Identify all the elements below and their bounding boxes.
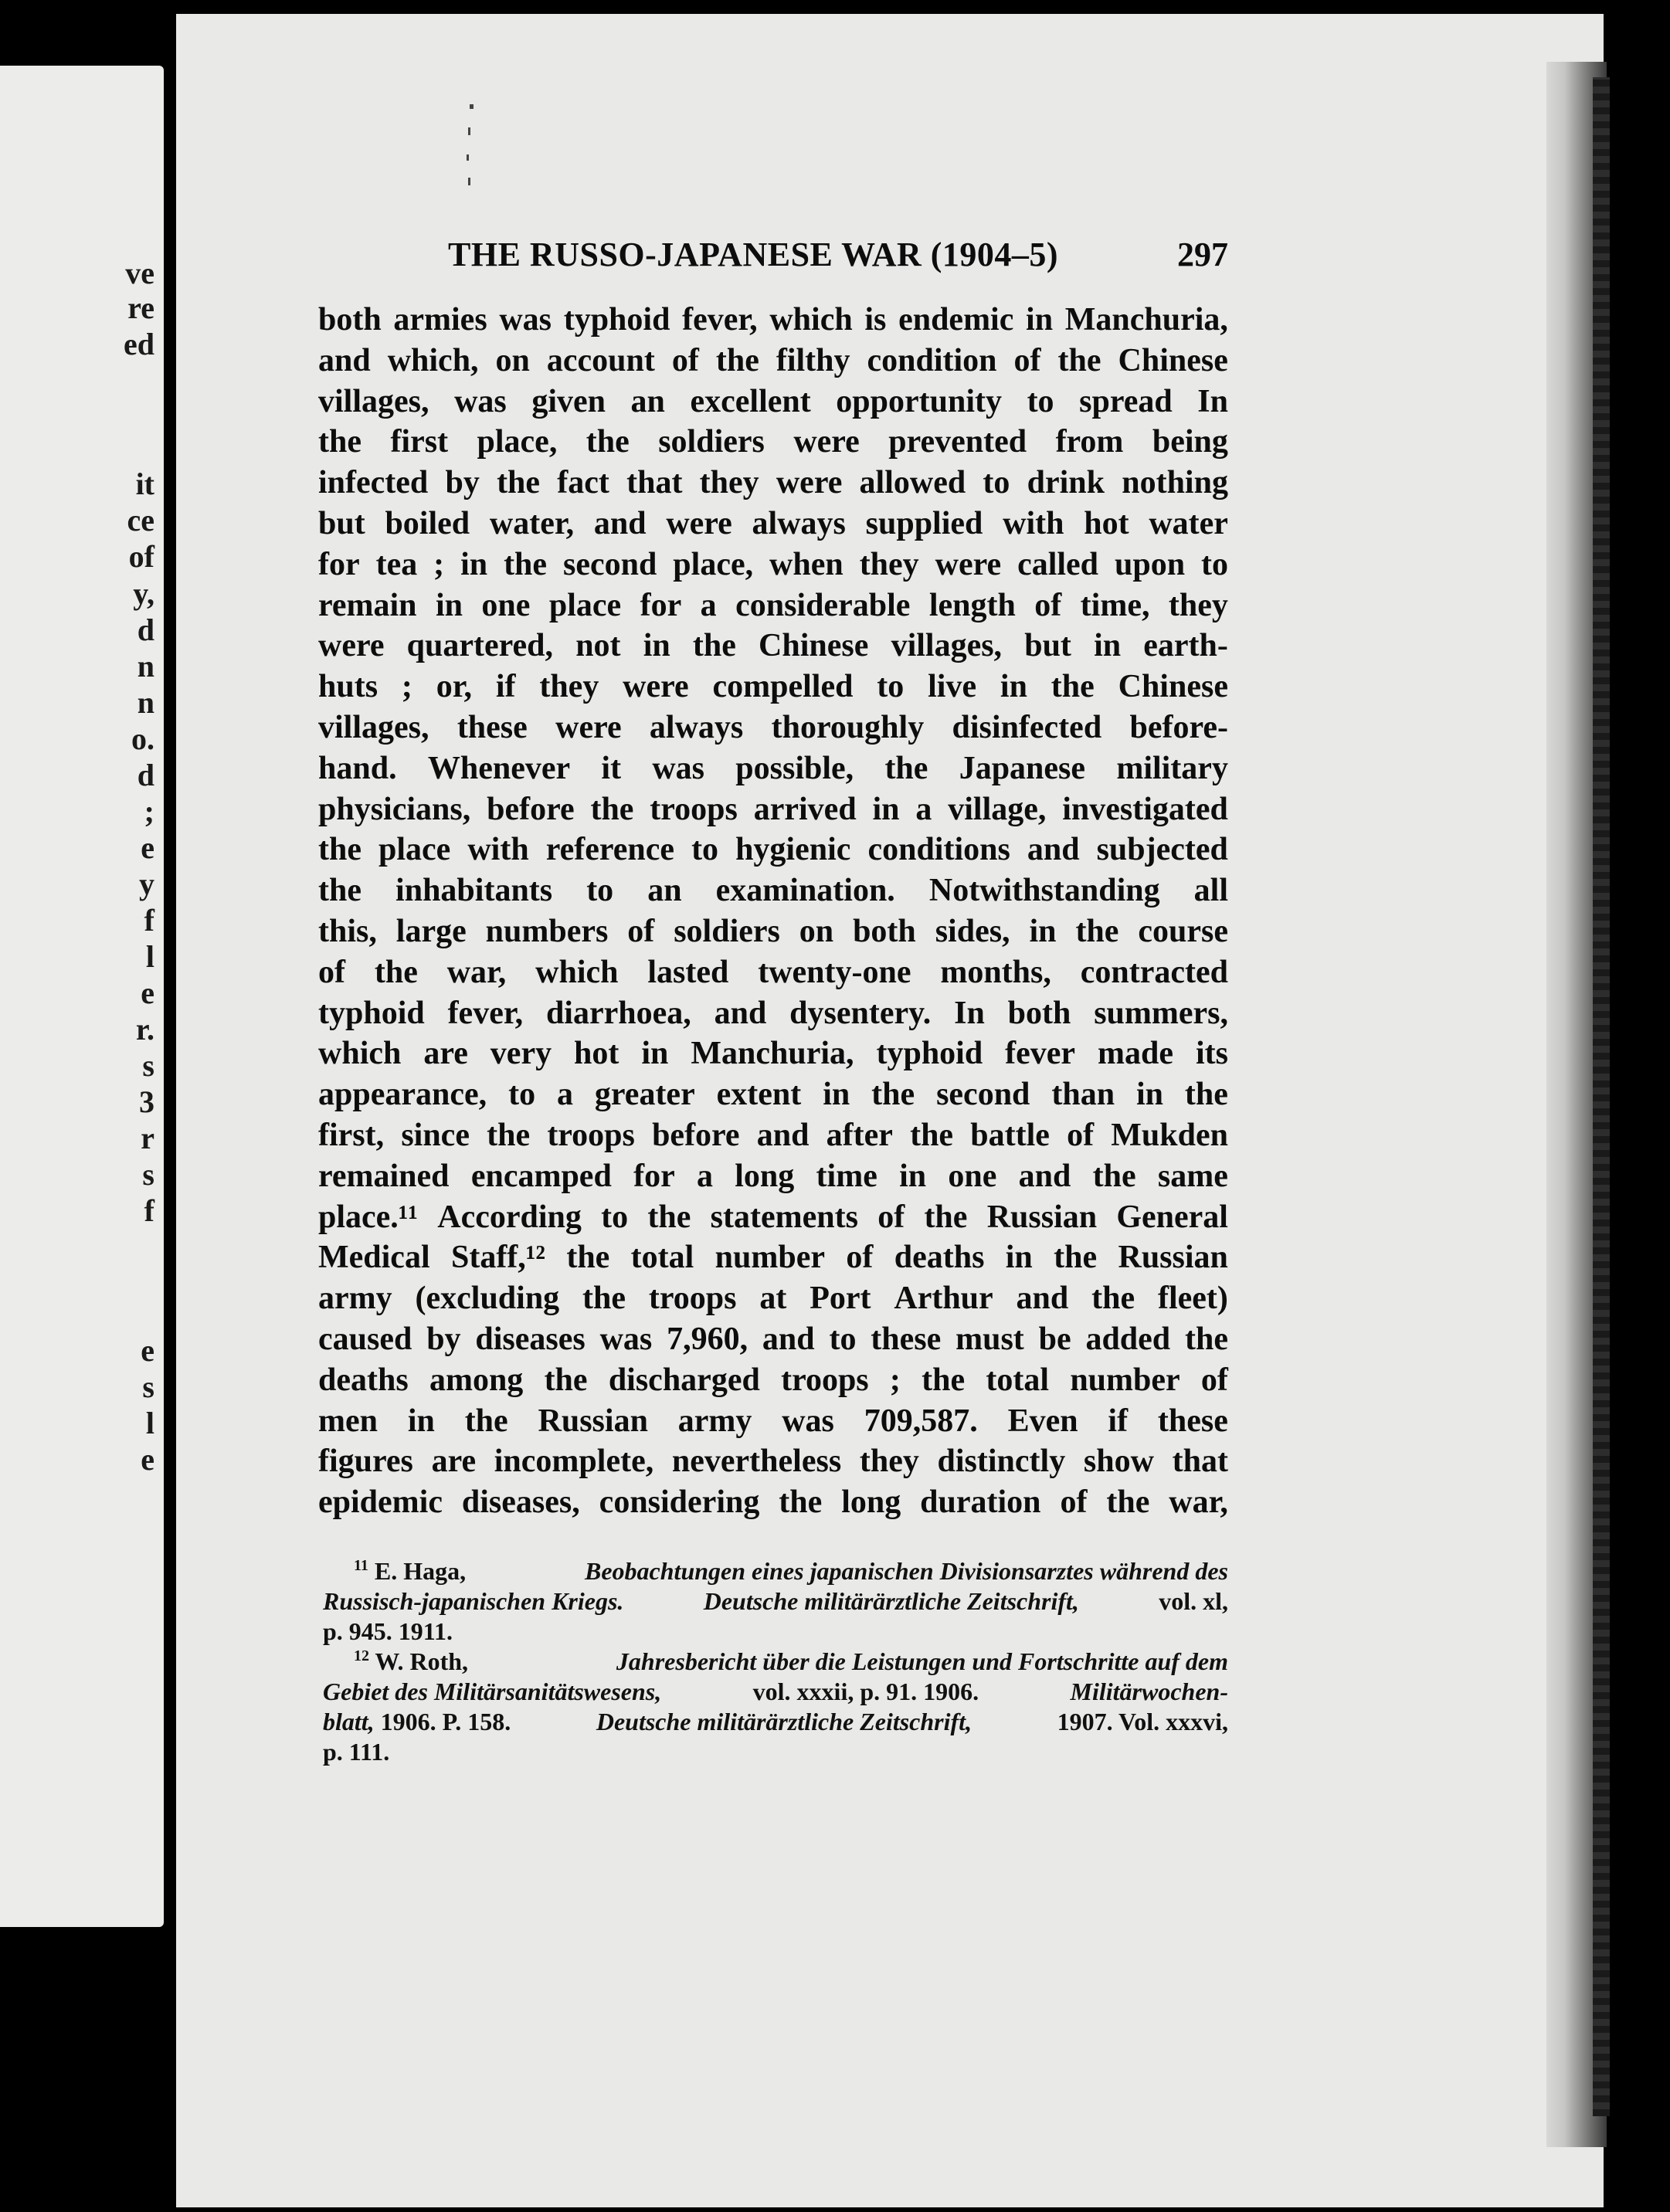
left-page-text-fragment: n bbox=[137, 685, 154, 720]
left-page-text-fragment: o. bbox=[131, 721, 154, 756]
running-title: THE RUSSO-JAPANESE WAR (1904–5) bbox=[448, 236, 1059, 273]
body-line: army (excluding the troops at Port Arthur and the fleet) bbox=[318, 1281, 1228, 1317]
footnote-12-line: $^{12}$ W. Roth, Jahresbericht über die Leistungen und Fortschritte auf dem bbox=[354, 1647, 1228, 1675]
left-page-text-fragment: e bbox=[141, 830, 154, 865]
left-page-text-fragment: s bbox=[142, 1157, 154, 1192]
left-page-text-fragment: d bbox=[137, 758, 154, 792]
body-line: physicians, before the troops arrived in a village, investigated bbox=[318, 791, 1228, 827]
left-page-text-fragment: l bbox=[145, 1406, 154, 1440]
body-line: the inhabitants to an examination. Notwithstanding all bbox=[318, 873, 1228, 909]
body-line: both armies was typhoid fever, which is endemic in Manchuria, bbox=[318, 302, 1228, 338]
left-page-text-fragment: e bbox=[141, 1442, 154, 1477]
body-line: men in the Russian army was 709,587. Even if these bbox=[318, 1403, 1228, 1439]
left-page-text-fragment: e bbox=[141, 975, 154, 1010]
print-speck bbox=[470, 104, 474, 109]
body-line: remain in one place for a considerable length of time, they bbox=[318, 587, 1228, 623]
left-page-text-fragment: n bbox=[137, 649, 154, 684]
body-line: this, large numbers of soldiers on both sides, in the course bbox=[318, 913, 1228, 949]
left-page-text-fragment: r bbox=[141, 1121, 154, 1155]
left-page-text-fragment: f bbox=[144, 903, 154, 938]
left-page-text-fragment: l bbox=[145, 939, 154, 974]
body-line: first, since the troops before and after the battle of Mukden bbox=[318, 1117, 1228, 1153]
left-page-text-fragment: ed bbox=[124, 327, 154, 361]
footnote-11-line: Russisch-japanischen Kriegs. Deutsche militärärztliche Zeitschrift, vol. xl, bbox=[323, 1587, 1228, 1615]
left-page-text-fragment: 3 bbox=[139, 1084, 154, 1119]
body-line: deaths among the discharged troops ; the total number of bbox=[318, 1362, 1228, 1398]
footnote-12-line: blatt, 1906. P. 158. Deutsche militärärztliche Zeitschrift, 1907. Vol. xxxvi, bbox=[323, 1708, 1228, 1735]
left-page-text-fragment: it bbox=[135, 466, 154, 501]
print-speck bbox=[468, 178, 470, 185]
body-line: caused by diseases was 7,960, and to these must be added the bbox=[318, 1321, 1228, 1357]
left-page-text-fragment: ve bbox=[125, 256, 154, 290]
left-page-text-fragment: d bbox=[137, 612, 154, 647]
body-line: figures are incomplete, nevertheless they distinctly show that bbox=[318, 1444, 1228, 1480]
body-line: and which, on account of the filthy condition of the Chinese bbox=[318, 342, 1228, 378]
print-speck bbox=[467, 154, 469, 161]
body-line: epidemic diseases, considering the long duration of the war, bbox=[318, 1484, 1228, 1521]
book-binding-edge bbox=[1593, 77, 1610, 2116]
footnote-12-line: Gebiet des Militärsanitätswesens, vol. xxxii, p. 91. 1906. Militärwochen- bbox=[323, 1678, 1228, 1705]
body-line: remained encamped for a long time in one and the same bbox=[318, 1158, 1228, 1194]
body-line: for tea ; in the second place, when they were called upon to bbox=[318, 546, 1228, 582]
left-page-text-fragment: r. bbox=[135, 1012, 154, 1047]
body-line: villages, was given an excellent opportunity to spread In bbox=[318, 383, 1228, 419]
footnote-11-line: $^{11}$ E. Haga, Beobachtungen eines japanischen Divisionsarztes während des bbox=[354, 1557, 1228, 1585]
footnote-12-line: p. 111. bbox=[323, 1738, 390, 1766]
page-number: 297 bbox=[1177, 236, 1228, 273]
left-page-text-fragment: e bbox=[141, 1333, 154, 1368]
body-text bbox=[318, 300, 1228, 1523]
left-page-text-fragment: ; bbox=[144, 794, 154, 829]
body-line: huts ; or, if they were compelled to live in the Chinese bbox=[318, 669, 1228, 705]
left-page-text-fragment: s bbox=[142, 1369, 154, 1404]
body-line: but boiled water, and were always supplied with hot water bbox=[318, 505, 1228, 541]
footnotes bbox=[323, 1556, 1228, 1767]
left-page-edge bbox=[0, 66, 164, 1927]
body-line: infected by the fact that they were allowed to drink nothing bbox=[318, 465, 1228, 501]
footnote-11-line: p. 945. 1911. bbox=[323, 1617, 453, 1645]
body-line: the place with reference to hygienic conditions and subjected bbox=[318, 832, 1228, 868]
body-line: place.¹¹ According to the statements of the Russian General bbox=[318, 1199, 1228, 1235]
body-line: of the war, which lasted twenty-one months, contracted bbox=[318, 954, 1228, 990]
body-line: which are very hot in Manchuria, typhoid fever made its bbox=[318, 1036, 1228, 1072]
left-page-text-fragment: re bbox=[127, 290, 154, 325]
left-page-text-fragment: s bbox=[142, 1048, 154, 1083]
left-page-text-fragment: f bbox=[144, 1193, 154, 1228]
body-line: typhoid fever, diarrhoea, and dysentery. In both summers, bbox=[318, 995, 1228, 1031]
body-line: were quartered, not in the Chinese villages, but in earth- bbox=[318, 628, 1228, 664]
left-page-text-fragment: ce bbox=[127, 503, 154, 538]
left-page-text-fragment: of bbox=[128, 539, 154, 574]
body-line: villages, these were always thoroughly disinfected before- bbox=[318, 709, 1228, 745]
left-page-text-fragment: y bbox=[139, 867, 154, 901]
left-page-text-fragment: y, bbox=[133, 576, 154, 611]
running-header bbox=[270, 229, 1228, 283]
body-line: hand. Whenever it was possible, the Japanese military bbox=[318, 750, 1228, 786]
body-line: the first place, the soldiers were prevented from being bbox=[318, 424, 1228, 460]
body-line: Medical Staff,¹² the total number of deaths in the Russian bbox=[318, 1240, 1228, 1276]
print-speck bbox=[468, 127, 470, 135]
body-line: appearance, to a greater extent in the second than in the bbox=[318, 1077, 1228, 1113]
